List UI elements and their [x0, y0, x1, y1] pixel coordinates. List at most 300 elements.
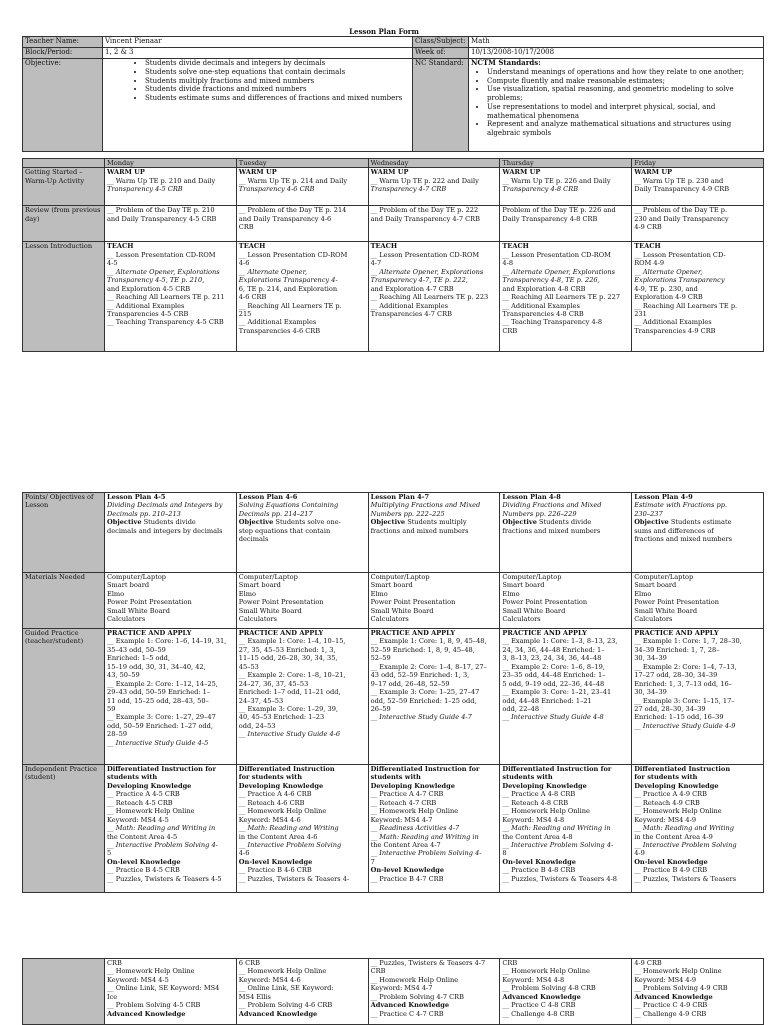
cell-line: Computer/Laptop	[370, 573, 430, 581]
day-cell	[236, 629, 368, 765]
cell-line: __ Reaching All Learners TE p.	[238, 301, 342, 310]
cell-line: Small White Board	[634, 606, 698, 615]
cell-line: 17–27 odd, 28–30, 34–39	[634, 671, 718, 680]
cell-line: __ Interactive Problem Solving 4-	[502, 840, 614, 849]
day-cell	[500, 493, 632, 573]
cell-line: __ Practice C 4-9 CRB	[634, 1001, 708, 1010]
cell-line: Objective Students estimate	[634, 518, 732, 527]
objective-list	[103, 59, 413, 152]
day-cell	[105, 168, 237, 206]
day-cell	[236, 242, 368, 352]
cell-line: __ Example 1: Core: 1–3, 8–13, 23,	[502, 637, 618, 646]
cell-line: PRACTICE AND APPLY	[107, 629, 192, 637]
cell-line: Ice	[107, 992, 118, 1001]
cell-line: 3, 8–13, 23, 24, 34, 36, 44–48	[502, 654, 602, 663]
cell-line: students with	[107, 773, 158, 782]
cell-line: __ Interactive Study Guide 4-8	[502, 713, 604, 722]
cell-line: Computer/Laptop	[634, 573, 694, 581]
row-label: Getting Started – Warm-Up Activity	[23, 168, 105, 206]
cell-line: Numbers pp. 226–229	[502, 509, 577, 518]
cell-line: __ Homework Help Online	[634, 807, 722, 816]
cell-line: Keyword: MS4 4-9	[634, 815, 697, 824]
cell-line: Power Point Presentation	[107, 598, 192, 607]
cell-line: __ Example 3: Core: 1–15, 17–	[634, 696, 735, 705]
week-of: 10/13/2008-10/17/2008	[469, 48, 764, 59]
cell-line: Lesson Plan 4-9	[634, 493, 693, 501]
cell-line: __ Problem of the Day TE p.	[634, 206, 728, 215]
day-cell	[105, 242, 237, 352]
cell-line: and Daily Transparency 4-6	[238, 214, 332, 223]
cell-line: in the Content Area 4-9	[634, 832, 713, 841]
day-cell	[500, 959, 632, 1025]
cell-line: __ Example 2: Core: 1–6, 8–19,	[502, 662, 605, 671]
cell-line: __ Online Link, SE Keyword:	[238, 984, 334, 993]
cell-line: __ Math: Reading and Writing in	[370, 832, 479, 841]
cell-line: Transparency 4-8 CRB	[502, 185, 579, 194]
cell-line: Power Point Presentation	[502, 598, 588, 607]
cell-line: 4-9 CRB	[634, 223, 662, 232]
cell-line: 29–43 odd, 50–59 Enriched: 1–	[107, 688, 211, 697]
cell-line: 4-6	[238, 849, 250, 858]
cell-line: __ Math: Reading and Writing	[634, 824, 734, 833]
cell-line: __ Puzzles, Twisters & Teasers	[634, 874, 737, 883]
day-cell	[500, 206, 632, 242]
cell-line: Transparencies 4-8 CRB	[502, 309, 584, 318]
cell-line: fractions and mixed numbers	[370, 526, 469, 535]
day-header: Tuesday	[236, 159, 368, 168]
cell-line: and Daily Transparency 4-5 CRB	[107, 214, 217, 223]
day-cell	[500, 573, 632, 629]
cell-line: __ Math: Reading and Writing in	[502, 824, 611, 833]
cell-line: __ Math: Reading and Writing	[238, 824, 339, 833]
cell-line: Enriched: 1, 3, 7–13 odd, 16–	[634, 679, 732, 688]
cell-line: Keyword: MS4 4-9	[634, 975, 697, 984]
cell-line: Developing Knowledge	[238, 781, 324, 790]
day-cell	[105, 629, 237, 765]
cell-line: __ Warm Up TE p. 210 and Daily	[107, 176, 216, 185]
cell-line: Differentiated Instruction for	[370, 765, 480, 773]
plan-row	[23, 959, 764, 1025]
continuation-table	[22, 958, 764, 1025]
cell-line: 215	[238, 309, 252, 318]
cell-line: __ Puzzles, Twisters & Teasers 4-7	[370, 959, 486, 967]
day-cell	[500, 629, 632, 765]
cell-line: Transparency 4-5, TE p. 210,	[107, 276, 205, 285]
cell-line: Decimals pp. 210–213	[107, 509, 181, 518]
cell-line: Small White Board	[238, 606, 302, 615]
cell-line: fractions and mixed numbers	[634, 535, 733, 544]
cell-line: WARM UP	[370, 168, 409, 177]
cell-line: __ Additional Examples	[502, 301, 580, 310]
cell-line: Computer/Laptop	[502, 573, 562, 581]
cell-line: Calculators	[502, 615, 541, 624]
cell-line: 4-8	[502, 259, 514, 268]
objective-item: • Students divide decimals and integers by decimals	[145, 59, 410, 68]
cell-line: On-level Knowledge	[107, 857, 181, 866]
cell-line: Elmo	[502, 589, 520, 598]
cell-line: __ Interactive Study Guide 4-5	[107, 738, 209, 747]
cell-line: Smart board	[238, 581, 281, 590]
cell-line: Power Point Presentation	[370, 598, 456, 607]
cell-line: Explorations Transparency 4-	[238, 276, 338, 285]
cell-line: Differentiated Instruction for	[107, 765, 216, 773]
cell-line: 4-9 CRB	[634, 959, 662, 967]
cell-line: __ Warm Up TE p. 226 and Daily	[502, 176, 611, 185]
cell-line: odd, 44–48 Enriched: 1–21	[502, 696, 592, 705]
cell-line: in the Content Area 4-6	[238, 832, 318, 841]
day-cell	[632, 206, 764, 242]
cell-line: __ Practice A 4-8 CRB	[502, 790, 576, 799]
cell-line: TEACH	[502, 242, 529, 251]
page-title: Lesson Plan Form	[349, 27, 419, 36]
cell-line: Smart board	[634, 581, 677, 590]
cell-line: __ Reteach 4-5 CRB	[107, 798, 173, 807]
cell-line: __ Homework Help Online	[370, 975, 459, 984]
day-cell	[105, 493, 237, 573]
objective-item: • Students solve one-step equations that contain decimals	[145, 68, 410, 77]
cell-line: TEACH	[238, 242, 266, 251]
cell-line: Elmo	[634, 589, 652, 598]
cell-line: __ Lesson Presentation CD-ROM	[238, 250, 348, 259]
cell-line: sums and differences of	[634, 526, 714, 535]
cell-line: 24–37, 45–53	[238, 696, 284, 705]
day-cell	[368, 573, 500, 629]
cell-line: Lesson Plan 4-6	[238, 493, 298, 501]
cell-line: Computer/Laptop	[107, 573, 167, 581]
cell-line: TEACH	[370, 242, 398, 251]
objective-label: Objective:	[23, 59, 103, 152]
cell-line: Calculators	[370, 615, 409, 624]
cell-line: __ Challenge 4-9 CRB	[634, 1009, 707, 1018]
cell-line: __ Practice A 4-6 CRB	[238, 790, 312, 799]
row-label: Independent Practice (student)	[23, 765, 105, 893]
cell-line: On-level Knowledge	[238, 857, 313, 866]
cell-line: __ Additional Examples	[238, 318, 317, 327]
cell-line: __ Teaching Transparency 4-8	[502, 318, 603, 327]
cell-line: and Daily Transparency 4-7 CRB	[370, 214, 480, 223]
cell-line: 15–19 odd, 30, 31, 34–40, 42,	[107, 662, 206, 671]
cell-line: __ Homework Help Online	[238, 967, 327, 976]
cell-line: 35–43 odd, 50–59	[107, 645, 166, 654]
cell-line: 5	[107, 849, 112, 858]
cell-line: Explorations Transparency	[634, 276, 725, 285]
class-subject: Math	[469, 37, 764, 48]
cell-line: 45–53	[238, 662, 259, 671]
cell-line: Keyword: MS4 4-7	[370, 815, 433, 824]
nctm-standard-item: • Use visualization, spatial reasoning, and geometric modeling to solve problems;	[487, 85, 761, 103]
cell-line: Calculators	[634, 615, 673, 624]
cell-line: Elmo	[238, 589, 256, 598]
lesson-detail-table	[22, 492, 764, 893]
row-label	[23, 959, 105, 1025]
cell-line: odd, 52–59 Enriched: 1–25 odd,	[370, 696, 477, 705]
cell-line: Power Point Presentation	[238, 598, 324, 607]
cell-line: Transparency 4-6 CRB	[238, 185, 315, 194]
class-label: Class/Subject:	[413, 37, 469, 48]
cell-line: Differentiated Instruction for	[502, 765, 612, 773]
day-header: Thursday	[500, 159, 632, 168]
cell-line: 4-9, TE p. 230, and	[634, 284, 698, 293]
cell-line: __ Example 3: Core: 1–27, 29–47	[107, 713, 216, 722]
day-cell	[368, 168, 500, 206]
cell-line: Dividing Decimals and Integers by	[107, 501, 223, 510]
cell-line: 8	[502, 849, 507, 858]
cell-line: 26–59	[370, 704, 391, 713]
cell-line: __ Practice B 4-8 CRB	[502, 866, 576, 875]
cell-line: WARM UP	[238, 168, 277, 177]
cell-line: __ Example 1: Core: 1–6, 14–19, 31,	[107, 637, 227, 646]
cell-line: __ Reteach 4-7 CRB	[370, 798, 437, 807]
plan-row	[23, 206, 764, 242]
day-cell	[105, 573, 237, 629]
cell-line: Advanced Knowledge	[634, 992, 713, 1001]
teacher-label: Teacher Name:	[23, 37, 103, 48]
cell-line: 4-9	[634, 849, 645, 858]
cell-line: Advanced Knowledge	[502, 992, 581, 1001]
block-label: Block/Period:	[23, 48, 103, 59]
cell-line: __ Example 3: Core: 1–29, 39,	[238, 704, 338, 713]
cell-line: 5 odd, 9–19 odd, 22–36, 44–48	[502, 679, 605, 688]
cell-line: 4-7	[370, 259, 382, 268]
cell-line: 4-6	[238, 259, 250, 268]
cell-line: and Exploration 4-7 CRB	[370, 284, 454, 293]
cell-line: Computer/Laptop	[238, 573, 298, 581]
day-cell	[632, 168, 764, 206]
cell-line: Estimate with Fractions pp.	[634, 501, 728, 510]
cell-line: __ Alternate Opener, Explorations	[107, 267, 220, 276]
cell-line: 24–27, 36, 37, 45–53	[238, 679, 309, 688]
cell-line: the Content Area 4-8	[502, 832, 573, 841]
cell-line: and Exploration 4-8 CRB	[502, 284, 586, 293]
row-label: Guided Practice (teacher/student)	[23, 629, 105, 765]
cell-line: __ Example 2: Core: 1–4, 7–13,	[634, 662, 737, 671]
cell-line: 27 odd, 28–30, 34–39	[634, 704, 706, 713]
cell-line: __ Interactive Study Guide 4-9	[634, 721, 736, 730]
cell-line: 34–39 Enriched: 1, 7, 28–	[634, 645, 720, 654]
day-cell	[368, 206, 500, 242]
cell-line: the Content Area 4-5	[107, 832, 178, 841]
cell-line: Transparency 4-8, TE p. 226,	[502, 276, 600, 285]
cell-line: __ Example 1: Core: 1–4, 10–15,	[238, 637, 346, 646]
cell-line: odd, 22–48	[502, 704, 540, 713]
cell-line: __ Practice B 4-6 CRB	[238, 866, 312, 875]
cell-line: PRACTICE AND APPLY	[502, 629, 587, 637]
cell-line: WARM UP	[107, 168, 145, 177]
cell-line: Advanced Knowledge	[238, 1009, 318, 1018]
day-cell	[368, 493, 500, 573]
cell-line: Decimals pp. 214–217	[238, 509, 313, 518]
cell-line: Enriched: 1–5 odd,	[107, 654, 170, 663]
cell-line: __ Example 1: Core: 1, 7, 28–30,	[634, 637, 742, 646]
week-label: Week of:	[413, 48, 469, 59]
day-cell	[632, 573, 764, 629]
row-label: Points/ Objectives of Lesson	[23, 493, 105, 573]
cell-line: Calculators	[238, 615, 278, 624]
cell-line: __ Warm Up TE p. 222 and Daily	[370, 176, 479, 185]
cell-line: __ Practice C 4-8 CRB	[502, 1001, 576, 1010]
cell-line: WARM UP	[502, 168, 541, 177]
cell-line: Keyword: MS4 4-5	[107, 815, 169, 824]
nctm-standard-item: • Represent and analyze mathematical situations and structures using algebraic symbols	[487, 120, 761, 138]
objective-item: • Students estimate sums and differences of fractions and mixed numbers	[145, 94, 410, 103]
cell-line: __ Interactive Study Guide 4-7	[370, 713, 472, 722]
cell-line: __ Alternate Opener, Explorations	[370, 267, 484, 276]
cell-line: 23–35 odd, 44–48 Enriched: 1–	[502, 671, 606, 680]
cell-line: __ Homework Help Online	[107, 807, 195, 816]
cell-line: __ Homework Help Online	[502, 807, 590, 816]
day-cell	[236, 493, 368, 573]
cell-line: 4-6 CRB	[238, 293, 267, 302]
cell-line: 30, 34–39	[634, 688, 667, 697]
day-header: Friday	[632, 159, 764, 168]
cell-line: __ Practice B 4-9 CRB	[634, 866, 708, 875]
cell-line: __ Additional Examples	[370, 301, 449, 310]
nctm-title: NCTM Standards:	[471, 58, 541, 67]
cell-line: Small White Board	[107, 606, 170, 615]
cell-line: Lesson Plan 4-8	[502, 493, 561, 501]
cell-line: Smart board	[370, 581, 413, 590]
cell-line: __ Reaching All Learners TE p. 211	[107, 293, 225, 302]
cell-line: __ Additional Examples	[634, 318, 712, 327]
plan-row	[23, 493, 764, 573]
cell-line: fractions and mixed numbers	[502, 526, 601, 535]
cell-line: Exploration 4-9 CRB	[634, 293, 703, 302]
cell-line: odd, 24–53	[238, 721, 276, 730]
cell-line: Objective Students solve one-	[238, 518, 341, 527]
cell-line: __ Alternate Opener, Explorations	[502, 267, 616, 276]
cell-line: Elmo	[107, 589, 125, 598]
cell-line: the Content Area 4-7	[370, 840, 441, 849]
cell-line: __ Reaching All Learners TE p.	[634, 301, 738, 310]
day-plan-table	[22, 158, 764, 352]
cell-line: 6, TE p. 214, and Exploration	[238, 284, 338, 293]
cell-line: Keyword: MS4 4-6	[238, 815, 301, 824]
row-label: Materials Needed	[23, 573, 105, 629]
cell-line: __ Problem Solving 4-6 CRB	[238, 1001, 333, 1010]
day-cell	[236, 573, 368, 629]
cell-line: PRACTICE AND APPLY	[370, 629, 456, 637]
cell-line: for students with	[634, 773, 698, 782]
cell-line: __ Additional Examples	[107, 301, 185, 310]
cell-line: __ Example 3: Core: 1–21, 23–41	[502, 688, 612, 697]
cell-line: Smart board	[107, 581, 150, 590]
cell-line: decimals and integers by decimals	[107, 526, 223, 535]
cell-line: __ Interactive Problem Solving 4-	[107, 840, 218, 849]
nctm-standard-item: • Use representations to model and interpret physical, social, and mathematical phenomena	[487, 103, 761, 121]
cell-line: and Exploration 4-5 CRB	[107, 284, 191, 293]
cell-line: __ Problem Solving 4-8 CRB	[502, 984, 596, 993]
cell-line: __ Problem Solving 4-7 CRB	[370, 992, 464, 1001]
cell-line: 11 odd, 15–25 odd, 28–43, 50–	[107, 696, 209, 705]
plan-row	[23, 765, 764, 893]
cell-line: __ Practice B 4-7 CRB	[370, 874, 444, 883]
cell-line: __ Homework Help Online	[370, 807, 459, 816]
cell-line: 24, 34, 36, 44–48 Enriched: 1–	[502, 645, 605, 654]
cell-line: Transparency 4-5 CRB	[107, 185, 183, 194]
cell-line: Daily Transparency 4-8 CRB	[502, 214, 598, 223]
cell-line: Developing Knowledge	[370, 781, 455, 790]
cell-line: __ Readiness Activities 4-7	[370, 824, 460, 833]
cell-line: __ Lesson Presentation CD-ROM	[107, 250, 216, 259]
cell-line: Keyword: MS4 4-7	[370, 984, 433, 993]
cell-line: Power Point Presentation	[634, 598, 719, 607]
cell-line: __ Interactive Problem Solving	[238, 840, 342, 849]
plan-row	[23, 573, 764, 629]
cell-line: TEACH	[107, 242, 134, 251]
cell-line: __ Problem of the Day TE p. 214	[238, 206, 347, 215]
cell-line: Problem of the Day TE p. 226 and	[502, 206, 616, 215]
cell-line: 40, 45–53 Enriched: 1–23	[238, 713, 325, 722]
cell-line: Developing Knowledge	[502, 781, 587, 790]
cell-line: __ Example 2: Core: 1–4, 8–17, 27–	[370, 662, 487, 671]
cell-line: __ Example 2: Core: 1–12, 14–25,	[107, 679, 218, 688]
cell-line: __ Problem Solving 4-5 CRB	[107, 1001, 201, 1010]
cell-line: 52–59 Enriched: 1, 8, 9, 45–48,	[370, 645, 475, 654]
cell-line: __ Reaching All Learners TE p. 227	[502, 293, 621, 302]
cell-line: __ Puzzles, Twisters & Teasers 4-	[238, 874, 350, 883]
cell-line: Keyword: MS4 4-8	[502, 975, 565, 984]
cell-line: 28–59	[107, 730, 128, 739]
cell-line: students with	[370, 773, 421, 782]
cell-line: __ Practice B 4-5 CRB	[107, 866, 180, 875]
cell-line: step equations that contain	[238, 526, 331, 535]
cell-line: __ Math: Reading and Writing in	[107, 824, 216, 833]
day-cell	[632, 242, 764, 352]
teacher-name: Vincent Pienaar	[103, 37, 413, 48]
cell-line: __ Problem of the Day TE p. 222	[370, 206, 479, 215]
cell-line: Smart board	[502, 581, 545, 590]
cell-line: Objective Students divide	[502, 518, 592, 527]
cell-line: for students with	[238, 773, 303, 782]
day-cell	[105, 206, 237, 242]
cell-line: __ Interactive Problem Solving 4-	[370, 849, 482, 858]
cell-line: CRB	[502, 959, 518, 967]
cell-line: Multiplying Fractions and Mixed	[370, 501, 481, 510]
cell-line: MS4 Ellis	[238, 992, 271, 1001]
cell-line: Lesson Plan 4-5	[107, 493, 166, 501]
cell-line: __ Warm Up TE p. 230 and	[634, 176, 724, 185]
cell-line: __ Reaching All Learners TE p. 223	[370, 293, 489, 302]
day-cell	[236, 765, 368, 893]
cell-line: __ Homework Help Online	[634, 967, 722, 976]
cell-line: Keyword: MS4 4-6	[238, 975, 301, 984]
cell-line: 27, 35, 45–53 Enriched: 1, 3,	[238, 645, 336, 654]
plan-row	[23, 168, 764, 206]
day-cell	[632, 493, 764, 573]
cell-line: CRB	[238, 223, 254, 232]
cell-line: CRB	[502, 326, 518, 335]
nctm-standards	[469, 59, 764, 152]
cell-line: __ Reteach 4-9 CRB	[634, 798, 700, 807]
cell-line: __ Practice A 4-9 CRB	[634, 790, 707, 799]
cell-line: TEACH	[634, 242, 661, 251]
cell-line: PRACTICE AND APPLY	[634, 629, 719, 637]
row-label: Lesson Introduction	[23, 242, 105, 352]
cell-line: __ Example 2: Core: 1–8, 10–21,	[238, 671, 346, 680]
cell-line: __ Homework Help Online	[107, 967, 195, 976]
day-cell	[368, 765, 500, 893]
cell-line: 30, 34–39	[634, 654, 667, 663]
header-table	[22, 36, 764, 152]
cell-line: Developing Knowledge	[107, 781, 192, 790]
cell-line: 43 odd, 52–59 Enriched: 1, 3,	[370, 671, 470, 680]
cell-line: Transparency 4-7, TE p. 222,	[370, 276, 468, 285]
day-cell	[368, 242, 500, 352]
cell-line: Transparencies 4-5 CRB	[107, 309, 189, 318]
day-cell	[632, 629, 764, 765]
cell-line: __ Lesson Presentation CD-ROM	[370, 250, 480, 259]
cell-line: odd, 50–59 Enriched: 1–27 odd,	[107, 721, 213, 730]
